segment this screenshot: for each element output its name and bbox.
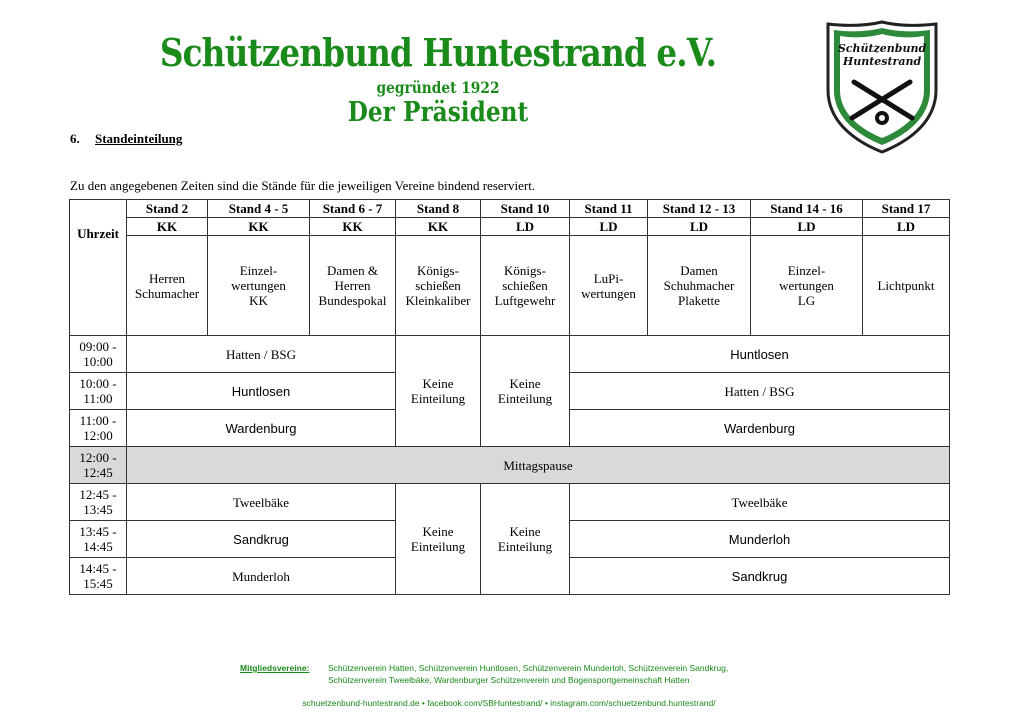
time-slot-row xyxy=(70,336,950,373)
kk-assignment: Munderloh xyxy=(127,558,396,595)
stand-name: Stand 4 - 5 xyxy=(208,200,310,218)
ld-assignment: Munderloh xyxy=(570,521,950,558)
org-title: Schützenbund Huntestrand e.V. xyxy=(159,30,717,75)
section-heading xyxy=(70,131,182,147)
kk-assignment: Sandkrug xyxy=(127,521,396,558)
time-slot: 09:00 - 10:00 xyxy=(70,336,127,373)
member-clubs-list: Schützenverein Hatten, Schützenverein Huntlosen, Schützenverein Munderloh, Schützenverein Sandkrug, Schützenverein Tweelbäke, Wardenburger Schützenverein und Bogensportgemeinschaft Hatten xyxy=(328,663,729,685)
no-assignment-cell: Keine Einteilung xyxy=(396,484,481,595)
stand-type: LD xyxy=(648,218,751,236)
stand-name: Stand 2 xyxy=(127,200,208,218)
stand-name: Stand 14 - 16 xyxy=(751,200,863,218)
founded-line: gegründet 1922 xyxy=(376,78,500,97)
stand-type: LD xyxy=(481,218,570,236)
lunch-break: Mittagspause xyxy=(127,447,950,484)
stand-type-row xyxy=(70,218,950,236)
stand-type: KK xyxy=(310,218,396,236)
time-slot: 12:00 - 12:45 xyxy=(70,447,127,484)
crest-text-line1: Schützenbund xyxy=(837,42,927,55)
stand-type: KK xyxy=(208,218,310,236)
ld-assignment: Tweelbäke xyxy=(570,484,950,521)
stand-description: Herren Schumacher xyxy=(127,236,208,336)
kk-assignment: Huntlosen xyxy=(127,373,396,410)
no-assignment-cell: Keine Einteilung xyxy=(396,336,481,447)
stand-header-row xyxy=(70,200,950,218)
stand-name: Stand 8 xyxy=(396,200,481,218)
time-slot: 14:45 - 15:45 xyxy=(70,558,127,595)
stand-name: Stand 10 xyxy=(481,200,570,218)
footer-links: schuetzenbund-huntestrand.de • facebook.com/SBHuntestrand/ • instagram.com/schuetzenbund.huntestrand/ xyxy=(302,698,716,708)
stand-description: Lichtpunkt xyxy=(863,236,950,336)
stand-type: LD xyxy=(863,218,950,236)
schedule-table xyxy=(69,199,950,595)
ld-assignment: Huntlosen xyxy=(570,336,950,373)
time-slot: 11:00 - 12:00 xyxy=(70,410,127,447)
no-assignment-cell: Keine Einteilung xyxy=(481,336,570,447)
intro-text: Zu den angegebenen Zeiten sind die Stände für die jeweiligen Vereine bindend reserviert. xyxy=(70,178,536,193)
stand-name: Stand 17 xyxy=(863,200,950,218)
time-slot: 13:45 - 14:45 xyxy=(70,521,127,558)
time-slot-row xyxy=(70,484,950,521)
kk-assignment: Hatten / BSG xyxy=(127,336,396,373)
pause-row xyxy=(70,447,950,484)
section-title: Standeinteilung xyxy=(95,131,183,146)
club-crest-logo xyxy=(824,20,940,154)
stand-name: Stand 12 - 13 xyxy=(648,200,751,218)
stand-description: Damen & Herren Bundespokal xyxy=(310,236,396,336)
stand-type: KK xyxy=(396,218,481,236)
stand-description: Königs- schießen Luftgewehr xyxy=(481,236,570,336)
stand-name: Stand 6 - 7 xyxy=(310,200,396,218)
stand-description: Einzel- wertungen LG xyxy=(751,236,863,336)
stand-type: LD xyxy=(751,218,863,236)
member-clubs-label: Mitgliedsvereine: xyxy=(240,663,310,673)
kk-assignment: Tweelbäke xyxy=(127,484,396,521)
stand-type: LD xyxy=(570,218,648,236)
stand-description: Einzel- wertungen KK xyxy=(208,236,310,336)
stand-name: Stand 11 xyxy=(570,200,648,218)
time-slot: 10:00 - 11:00 xyxy=(70,373,127,410)
section-number: 6. xyxy=(70,131,80,146)
ld-assignment: Sandkrug xyxy=(570,558,950,595)
crest-text-line2: Huntestrand xyxy=(842,55,922,68)
time-slot: 12:45 - 13:45 xyxy=(70,484,127,521)
time-column-header: Uhrzeit xyxy=(70,200,127,336)
stand-description: Damen Schuhmacher Plakette xyxy=(648,236,751,336)
kk-assignment: Wardenburg xyxy=(127,410,396,447)
ld-assignment: Wardenburg xyxy=(570,410,950,447)
no-assignment-cell: Keine Einteilung xyxy=(481,484,570,595)
stand-description: Königs- schießen Kleinkaliber xyxy=(396,236,481,336)
stand-type: KK xyxy=(127,218,208,236)
stand-description: LuPi- wertungen xyxy=(570,236,648,336)
ld-assignment: Hatten / BSG xyxy=(570,373,950,410)
stand-description-row xyxy=(70,236,950,336)
role-line: Der Präsident xyxy=(347,97,529,128)
